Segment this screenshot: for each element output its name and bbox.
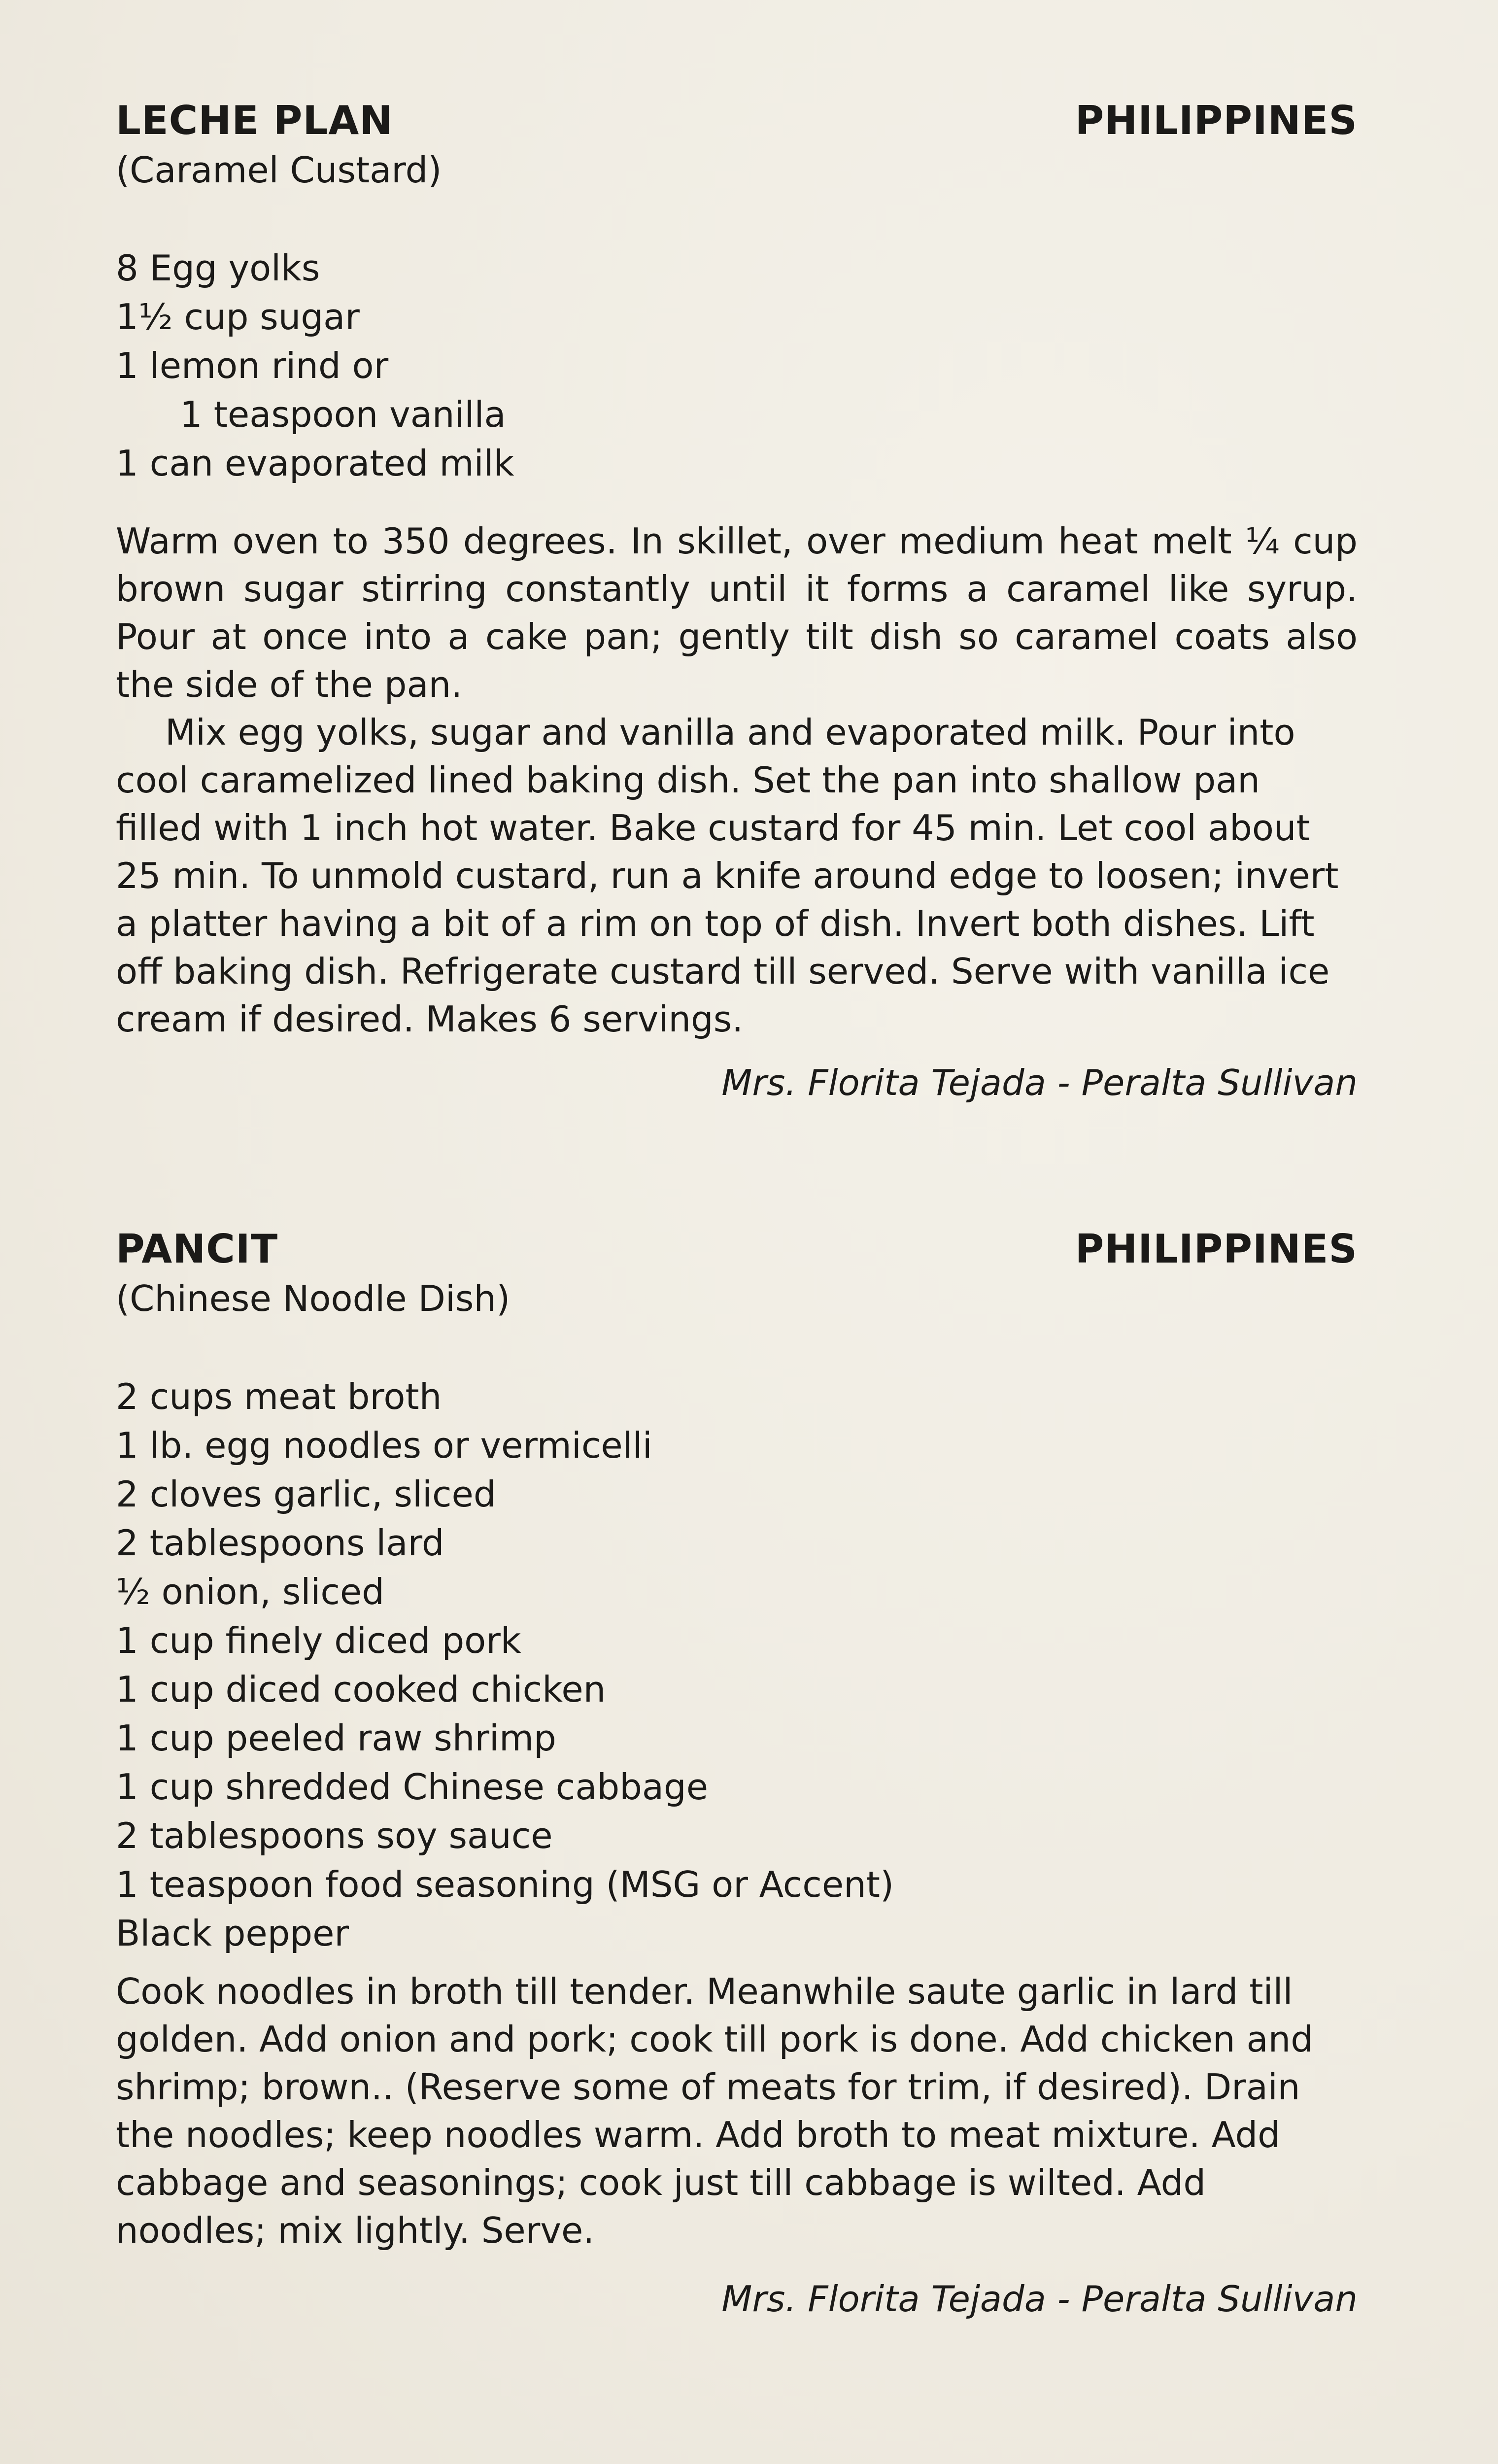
method-paragraph: Cook noodles in broth till tender. Meanwhile saute garlic in lard till golden. Add onion and pork; cook till pork is done. Add chicken and shrimp; brown.. (Reserve some of meats for trim, if desired). Drain the noodles; keep noodles warm. Add broth to meat mixture. Add cabbage and seasonings; cook just till cabbage is wilted. Add noodles; mix lightly. Serve. bbox=[116, 1971, 1313, 2251]
recipe-title: PANCIT bbox=[116, 1226, 278, 1272]
recipe-country: PHILIPPINES bbox=[1075, 1226, 1358, 1272]
recipe-header bbox=[116, 96, 1358, 145]
recipe-title: LECHE PLAN bbox=[116, 98, 393, 143]
ingredient-list bbox=[116, 244, 1358, 488]
recipe-country: PHILIPPINES bbox=[1075, 98, 1358, 143]
ingredient-item: 1 lemon rind or bbox=[116, 345, 389, 386]
ingredient-item: 1 can evaporated milk bbox=[116, 443, 514, 484]
ingredient-item: 1 teaspoon food seasoning (MSG or Accent) bbox=[116, 1864, 894, 1905]
method-paragraph: Mix egg yolks, sugar and vanilla and evaporated milk. Pour into cool caramelized lined baking dish. Set the pan into shallow pan filled with 1 inch hot water. Bake custard for 45 min. Let cool about 25 min. To unmold custard, run a knife around edge to loosen; invert a platter having a bit of a rim on top of dish. Invert both dishes. Lift off baking dish. Refrigerate custard till served. Serve with vanilla ice cream if desired. Makes 6 servings. bbox=[116, 712, 1339, 1040]
ingredient-item: 1 cup finely diced pork bbox=[116, 1620, 521, 1661]
ingredient-item: 1 lb. egg noodles or vermicelli bbox=[116, 1425, 652, 1466]
ingredient-item: 1 cup shredded Chinese cabbage bbox=[116, 1766, 709, 1808]
ingredient-item: 1 teaspoon vanilla bbox=[180, 394, 506, 435]
recipe-credit: Mrs. Florita Tejada - Peralta Sullivan bbox=[721, 2278, 1358, 2320]
recipe-credit: Mrs. Florita Tejada - Peralta Sullivan bbox=[721, 1062, 1358, 1103]
recipe-method bbox=[116, 1968, 1358, 2255]
recipe-subtitle: (Chinese Noodle Dish) bbox=[116, 1278, 511, 1319]
recipe-subtitle: (Caramel Custard) bbox=[116, 149, 442, 191]
ingredient-item: 2 tablespoons lard bbox=[116, 1522, 444, 1564]
ingredient-item: ½ onion, sliced bbox=[116, 1571, 384, 1612]
ingredient-item: 2 cloves garlic, sliced bbox=[116, 1473, 496, 1515]
ingredient-item: 2 cups meat broth bbox=[116, 1376, 442, 1417]
ingredient-item: 1 cup peeled raw shrimp bbox=[116, 1717, 556, 1759]
ingredient-item: Black pepper bbox=[116, 1913, 349, 1954]
ingredient-item: 1 cup diced cooked chicken bbox=[116, 1669, 606, 1710]
ingredient-item: 1½ cup sugar bbox=[116, 296, 360, 338]
recipe-header bbox=[116, 1225, 1358, 1274]
ingredient-item: 2 tablespoons soy sauce bbox=[116, 1815, 553, 1856]
recipe-method bbox=[116, 517, 1358, 1043]
recipe-leche-plan bbox=[116, 96, 1358, 1107]
method-paragraph: Warm oven to 350 degrees. In skillet, over medium heat melt ¼ cup brown sugar stirring constantly until it forms a caramel like syrup. Pour at once into a cake pan; gently tilt dish so caramel coats also the side of the pan. bbox=[116, 520, 1358, 705]
recipe-pancit bbox=[116, 1225, 1358, 2324]
ingredient-item: 8 Egg yolks bbox=[116, 247, 320, 289]
ingredient-list bbox=[116, 1372, 1358, 1958]
